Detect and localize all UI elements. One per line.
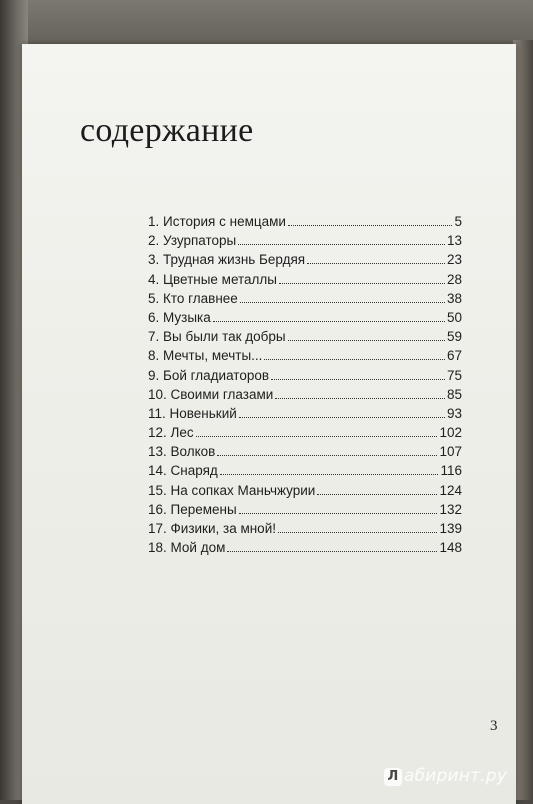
toc-item-page: 116 — [440, 463, 462, 479]
toc-leader-dots — [227, 539, 437, 552]
toc-item — [148, 519, 462, 538]
toc-leader-dots — [307, 251, 445, 264]
toc-item-page: 23 — [446, 252, 462, 268]
site-watermark — [384, 766, 507, 786]
toc-item-page: 59 — [446, 329, 462, 345]
toc-leader-dots — [271, 367, 445, 380]
toc-leader-dots — [288, 328, 445, 341]
toc-item — [148, 442, 462, 461]
toc-item-page: 148 — [439, 540, 462, 556]
toc-item-label: 13. Волков — [148, 444, 216, 460]
toc-leader-dots — [213, 309, 445, 322]
toc-item-label: 5. Кто главнее — [148, 290, 238, 306]
toc-item-label: 2. Узурпаторы — [148, 233, 237, 249]
toc-item-page: 85 — [446, 386, 462, 402]
toc-leader-dots — [275, 386, 445, 399]
toc-item — [148, 423, 462, 442]
toc-item — [148, 212, 462, 231]
toc-item — [148, 308, 462, 327]
toc-item — [148, 270, 462, 289]
toc-item-page: 28 — [446, 271, 462, 287]
toc-item-page: 5 — [454, 214, 462, 229]
toc-item — [148, 385, 462, 404]
toc-item-page: 13 — [446, 233, 462, 249]
toc-item-label: 14. Снаряд — [148, 463, 218, 479]
toc-item — [148, 538, 462, 557]
toc-item-label: 3. Трудная жизнь Бердяя — [148, 252, 306, 268]
toc-item-label: 18. Мой дом — [148, 540, 226, 556]
toc-item — [148, 231, 462, 250]
toc-item — [148, 250, 462, 269]
page-number: 3 — [490, 718, 498, 734]
watermark-text: абиринт.ру — [404, 766, 508, 786]
toc-leader-dots — [196, 424, 438, 437]
toc-item — [148, 289, 462, 308]
watermark-logo-mark: Л — [384, 768, 402, 786]
toc-item-page: 50 — [446, 309, 462, 325]
toc-leader-dots — [278, 520, 437, 533]
book-cover-edge — [513, 40, 533, 800]
toc-item-page: 107 — [439, 444, 462, 460]
toc-item-label: 7. Вы были так добры — [148, 329, 286, 345]
toc-item-page: 67 — [446, 348, 462, 364]
toc-item-label: 17. Физики, за мной! — [148, 521, 276, 536]
toc-item-label: 1. История с немцами — [148, 214, 286, 229]
toc-item — [148, 481, 462, 500]
page-title: содержание — [80, 112, 254, 149]
toc-item-page: 93 — [446, 405, 462, 421]
toc-item-label: 15. На сопках Маньчжурии — [148, 482, 316, 498]
toc-leader-dots — [239, 405, 445, 418]
toc-item-label: 11. Новенький — [148, 405, 237, 421]
toc-item-label: 16. Перемены — [148, 501, 237, 517]
toc-item — [148, 461, 462, 480]
table-of-contents — [148, 212, 462, 557]
toc-leader-dots — [238, 232, 445, 245]
toc-item — [148, 404, 462, 423]
toc-item-label: 12. Лес — [148, 425, 194, 441]
toc-leader-dots — [239, 501, 438, 514]
toc-item-label: 8. Мечты, мечты... — [148, 348, 263, 364]
toc-leader-dots — [240, 290, 445, 303]
toc-item-label: 9. Бой гладиаторов — [148, 367, 270, 383]
toc-leader-dots — [217, 443, 437, 456]
toc-item-label: 4. Цветные металлы — [148, 271, 278, 287]
toc-item-page: 124 — [439, 482, 462, 498]
toc-leader-dots — [264, 347, 445, 360]
toc-item-label: 6. Музыка — [148, 309, 211, 325]
toc-item-page: 102 — [439, 425, 462, 441]
toc-item-label: 10. Своими глазами — [148, 386, 274, 402]
toc-leader-dots — [220, 462, 439, 475]
toc-leader-dots — [288, 213, 453, 226]
toc-item — [148, 346, 462, 365]
toc-item-page: 38 — [446, 290, 462, 306]
toc-leader-dots — [279, 271, 445, 284]
toc-item — [148, 500, 462, 519]
toc-item-page: 139 — [439, 521, 462, 536]
toc-item — [148, 366, 462, 385]
toc-item-page: 132 — [439, 501, 462, 517]
toc-item — [148, 327, 462, 346]
toc-item-page: 75 — [446, 367, 462, 383]
toc-leader-dots — [317, 482, 437, 495]
